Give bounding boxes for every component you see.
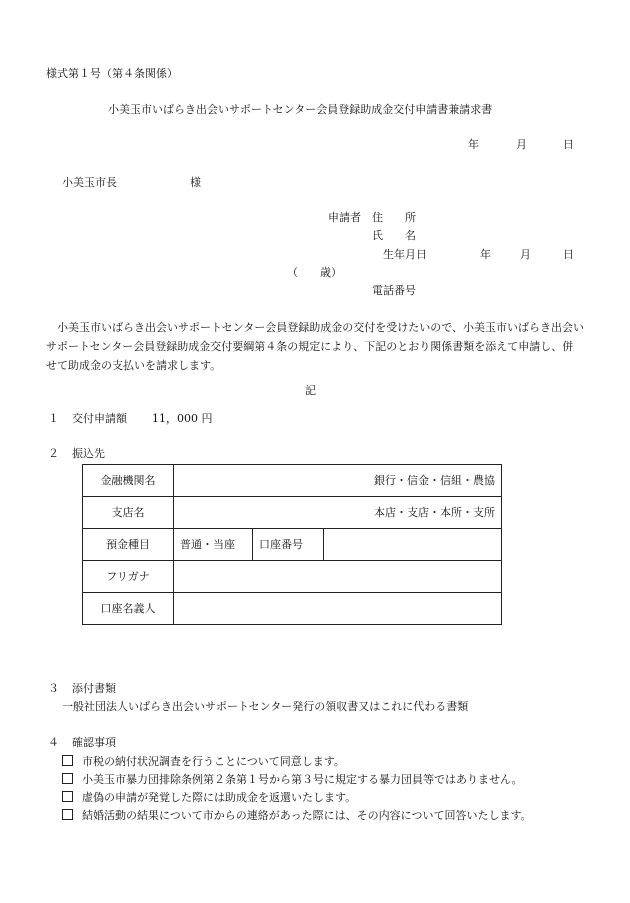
date-month: 月: [516, 138, 527, 151]
account-number-label: 口座番号: [253, 529, 324, 561]
section3-number: ３: [48, 682, 59, 695]
section1-number: １: [48, 412, 59, 425]
holder-label: 口座名義人: [83, 593, 174, 625]
applicant-birth-label: 生年月日: [383, 248, 427, 261]
section4-label: 確認事項: [72, 736, 116, 749]
confirm-item-text: 虚偽の申請が発覚した際には助成金を返還いたします。: [82, 791, 357, 804]
applicant-age: （ 歳）: [287, 266, 342, 279]
branch-options[interactable]: 本店・支店・本所・支所: [174, 497, 502, 529]
confirm-item-3[interactable]: [62, 791, 356, 803]
furigana-field[interactable]: [174, 561, 502, 593]
form-number: 様式第１号（第４条関係）: [46, 67, 178, 80]
confirm-item-text: 小美玉市暴力団排除条例第２条第１号から第３号に規定する暴力団員等ではありません。: [82, 773, 523, 786]
checkbox-icon[interactable]: [62, 773, 73, 784]
branch-label: 支店名: [83, 497, 174, 529]
table-row: [83, 497, 502, 529]
table-row: [83, 529, 502, 561]
section1-label: 交付申請額: [72, 412, 127, 425]
section4-number: ４: [48, 736, 59, 749]
section3-label: 添付書類: [72, 682, 116, 695]
section2-label: 振込先: [72, 447, 105, 460]
checkbox-icon[interactable]: [62, 791, 73, 802]
section2-number: ２: [48, 447, 59, 460]
bank-account-table: [82, 464, 502, 625]
date-day: 日: [563, 138, 574, 151]
table-row: [83, 593, 502, 625]
institution-label: 金融機関名: [83, 465, 174, 497]
birth-day: 日: [563, 248, 574, 261]
institution-options[interactable]: 銀行・信金・信組・農協: [174, 465, 502, 497]
confirm-item-4[interactable]: [62, 809, 532, 821]
confirm-item-text: 市税の納付状況調査を行うことについて同意します。: [82, 755, 345, 768]
document-title: 小美玉市いばらき出会いサポートセンター会員登録助成金交付申請書兼請求書: [108, 103, 493, 116]
furigana-label: フリガナ: [83, 561, 174, 593]
deposit-type-label: 預金種目: [83, 529, 174, 561]
birth-year: 年: [480, 248, 491, 261]
applicant-name-label: 氏 名: [372, 229, 416, 242]
applicant-address-label: 住 所: [372, 211, 416, 224]
table-row: [83, 465, 502, 497]
birth-month: 月: [520, 248, 531, 261]
checkbox-icon[interactable]: [62, 809, 73, 820]
confirm-item-text: 結婚活動の結果について市からの連絡があった際には、その内容について回答いたします。: [82, 809, 532, 822]
date-year: 年: [468, 138, 479, 151]
account-number-field[interactable]: [324, 529, 502, 561]
ki-heading: 記: [305, 384, 316, 397]
confirm-item-2[interactable]: [62, 773, 523, 785]
applicant-label: 申請者: [328, 211, 361, 224]
confirm-item-1[interactable]: [62, 755, 345, 767]
section1-amount: 11，000 円: [152, 412, 213, 425]
addressee-name: 小美玉市長: [62, 176, 117, 189]
checkbox-icon[interactable]: [62, 755, 73, 766]
application-body: 小美玉市いばらき出会いサポートセンター会員登録助成金の交付を受けたいので、小美玉市いばらき出会いサポートセンター会員登録助成金交付要綱第４条の規定により、下記のとおり関係書類を添えて申請し、併せて助成金の支払いを請求します。: [46, 321, 585, 372]
holder-field[interactable]: [174, 593, 502, 625]
table-row: [83, 561, 502, 593]
section3-text: 一般社団法人いばらき出会いサポートセンター発行の領収書又はこれに代わる書類: [62, 700, 469, 713]
deposit-type-options[interactable]: 普通・当座: [174, 529, 253, 561]
applicant-phone-label: 電話番号: [372, 284, 416, 297]
addressee-honorific: 様: [190, 176, 201, 189]
